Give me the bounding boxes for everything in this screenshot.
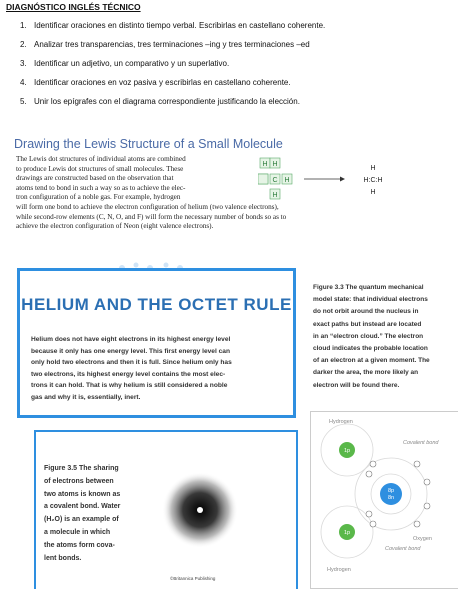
caption-line: darker the area, the more likely an: [313, 369, 419, 377]
caption-line: model state: that individual electrons: [313, 296, 428, 304]
paragraph-line: gas and why it is, essentially, inert.: [31, 393, 141, 401]
task-text: Identificar oraciones en voz pasiva y escribirlas en castellano coherente.: [34, 78, 291, 87]
paragraph-line: tron configuration of a noble gas. For example, hydrogen: [16, 193, 181, 202]
task-number: 3.: [20, 59, 27, 68]
figure-3-3-caption: [313, 282, 455, 392]
image-credit: ©Britannica Publishing: [170, 576, 216, 581]
oxygen-nucleus-protons: 8p: [387, 488, 395, 494]
task-text: Identificar un adjetivo, un comparativo y un superlativo.: [34, 59, 230, 68]
helium-title: HELIUM AND THE OCTET RULE: [21, 295, 292, 314]
figure-3-5-caption: [44, 463, 122, 565]
task-item: [20, 96, 440, 115]
task-item: [20, 77, 440, 96]
paragraph-line: drawings are constructed based on the observation that: [16, 174, 174, 183]
oxygen-nucleus: [380, 483, 402, 505]
hydrogen-top: H: [262, 161, 268, 168]
task-number: 5.: [20, 97, 27, 106]
paragraph-line: only hold two electrons and then it is full. Since helium only has: [31, 359, 232, 366]
caption-line: the atoms form cova-: [44, 541, 115, 549]
paragraph-line: two electrons, its highest energy level contains the most elec-: [31, 370, 226, 378]
task-text: Unir los epígrafes con el diagrama correspondiente justificando la elección.: [34, 97, 300, 106]
result-h-top: H: [370, 165, 376, 172]
helium-paragraph: [31, 334, 283, 403]
lewis-section-title: Drawing the Lewis Structure of a Small Molecule: [14, 137, 283, 151]
carbon-center: C: [272, 177, 278, 184]
caption-line: (H₂O) is an example of: [44, 516, 119, 524]
caption-line: two atoms is known as: [44, 490, 121, 498]
caption-line: of an electron at a given moment. The: [313, 357, 430, 365]
task-list: [20, 20, 440, 115]
lewis-diagram: [258, 156, 458, 202]
caption-line: a covalent bond. Water: [44, 503, 121, 511]
proton-label-bottom: 1p: [343, 530, 351, 536]
caption-line: electron will be found there.: [313, 381, 400, 389]
task-item: [20, 58, 440, 77]
paragraph-line: atoms tend to bond in such a way so as to achieve the elec-: [16, 183, 186, 192]
document-title: DIAGNÓSTICO INGLÉS TÉCNICO: [6, 2, 141, 12]
helium-info-box: [17, 268, 296, 418]
task-item: [20, 20, 440, 39]
task-text: Analizar tres transparencias, tres terminaciones –ing y tres terminaciones –ed: [34, 40, 310, 49]
caption-line: lent bonds.: [44, 554, 82, 562]
oxygen-label: Oxygen: [413, 536, 432, 542]
paragraph-line: achieve the electron configuration of Neon (eight valence electrons).: [16, 222, 214, 231]
caption-line: in an “electron cloud.” The electron: [313, 332, 424, 340]
caption-line: Figure 3.3 The quantum mechanical: [313, 284, 424, 291]
task-number: 1.: [20, 21, 27, 30]
paragraph-line: trons it can hold. That is why helium is still considered a noble: [31, 382, 228, 389]
covalent-bond-label-top: Covalent bond: [403, 440, 439, 446]
caption-line: a molecule in which: [44, 528, 111, 536]
result-h-bottom: H: [370, 189, 376, 196]
oxygen-nucleus-neutrons: 8n: [387, 495, 395, 501]
hydrogen-bottom: H: [272, 192, 278, 199]
covalent-bond-label-bottom: Covalent bond: [385, 546, 421, 552]
caption-line: of electrons between: [44, 477, 114, 485]
paragraph-line: to produce Lewis dot structures of small molecules. These: [16, 164, 184, 173]
paragraph-line: will form one bond to achieve the electron configuration of helium (two valence electrons),: [16, 202, 279, 211]
paragraph-line: while second-row elements (C, N, O, and F) will form the necessary number of bonds so as to: [16, 212, 287, 221]
caption-line: Figure 3.5 The sharing: [44, 465, 119, 472]
hydrogen-label-top: Hydrogen: [329, 419, 353, 425]
caption-line: exact paths but instead are located: [313, 320, 422, 328]
caption-line: cloud indicates the probable location: [313, 345, 428, 353]
task-item: [20, 39, 440, 58]
caption-line: do not orbit around the nucleus in: [313, 308, 419, 316]
hydrogen-label-bottom: Hydrogen: [327, 567, 351, 573]
task-number: 2.: [20, 40, 27, 49]
paragraph-line: Helium does not have eight electrons in its highest energy level: [31, 336, 231, 343]
task-number: 4.: [20, 78, 27, 87]
result-formula: H:C:H: [363, 177, 383, 184]
paragraph-line: The Lewis dot structures of individual atoms are combined: [16, 155, 186, 163]
water-molecule-diagram: [310, 411, 458, 589]
hydrogen-top-2: H: [272, 161, 278, 168]
electron-cloud-image: [160, 470, 240, 550]
paragraph-line: because it only has one energy level. This first energy level can: [31, 347, 230, 355]
proton-label-top: 1p: [343, 448, 351, 454]
hydrogen-right: H: [284, 177, 290, 184]
task-text: Identificar oraciones en distinto tiempo verbal. Escribirlas en castellano coherente.: [34, 21, 326, 30]
